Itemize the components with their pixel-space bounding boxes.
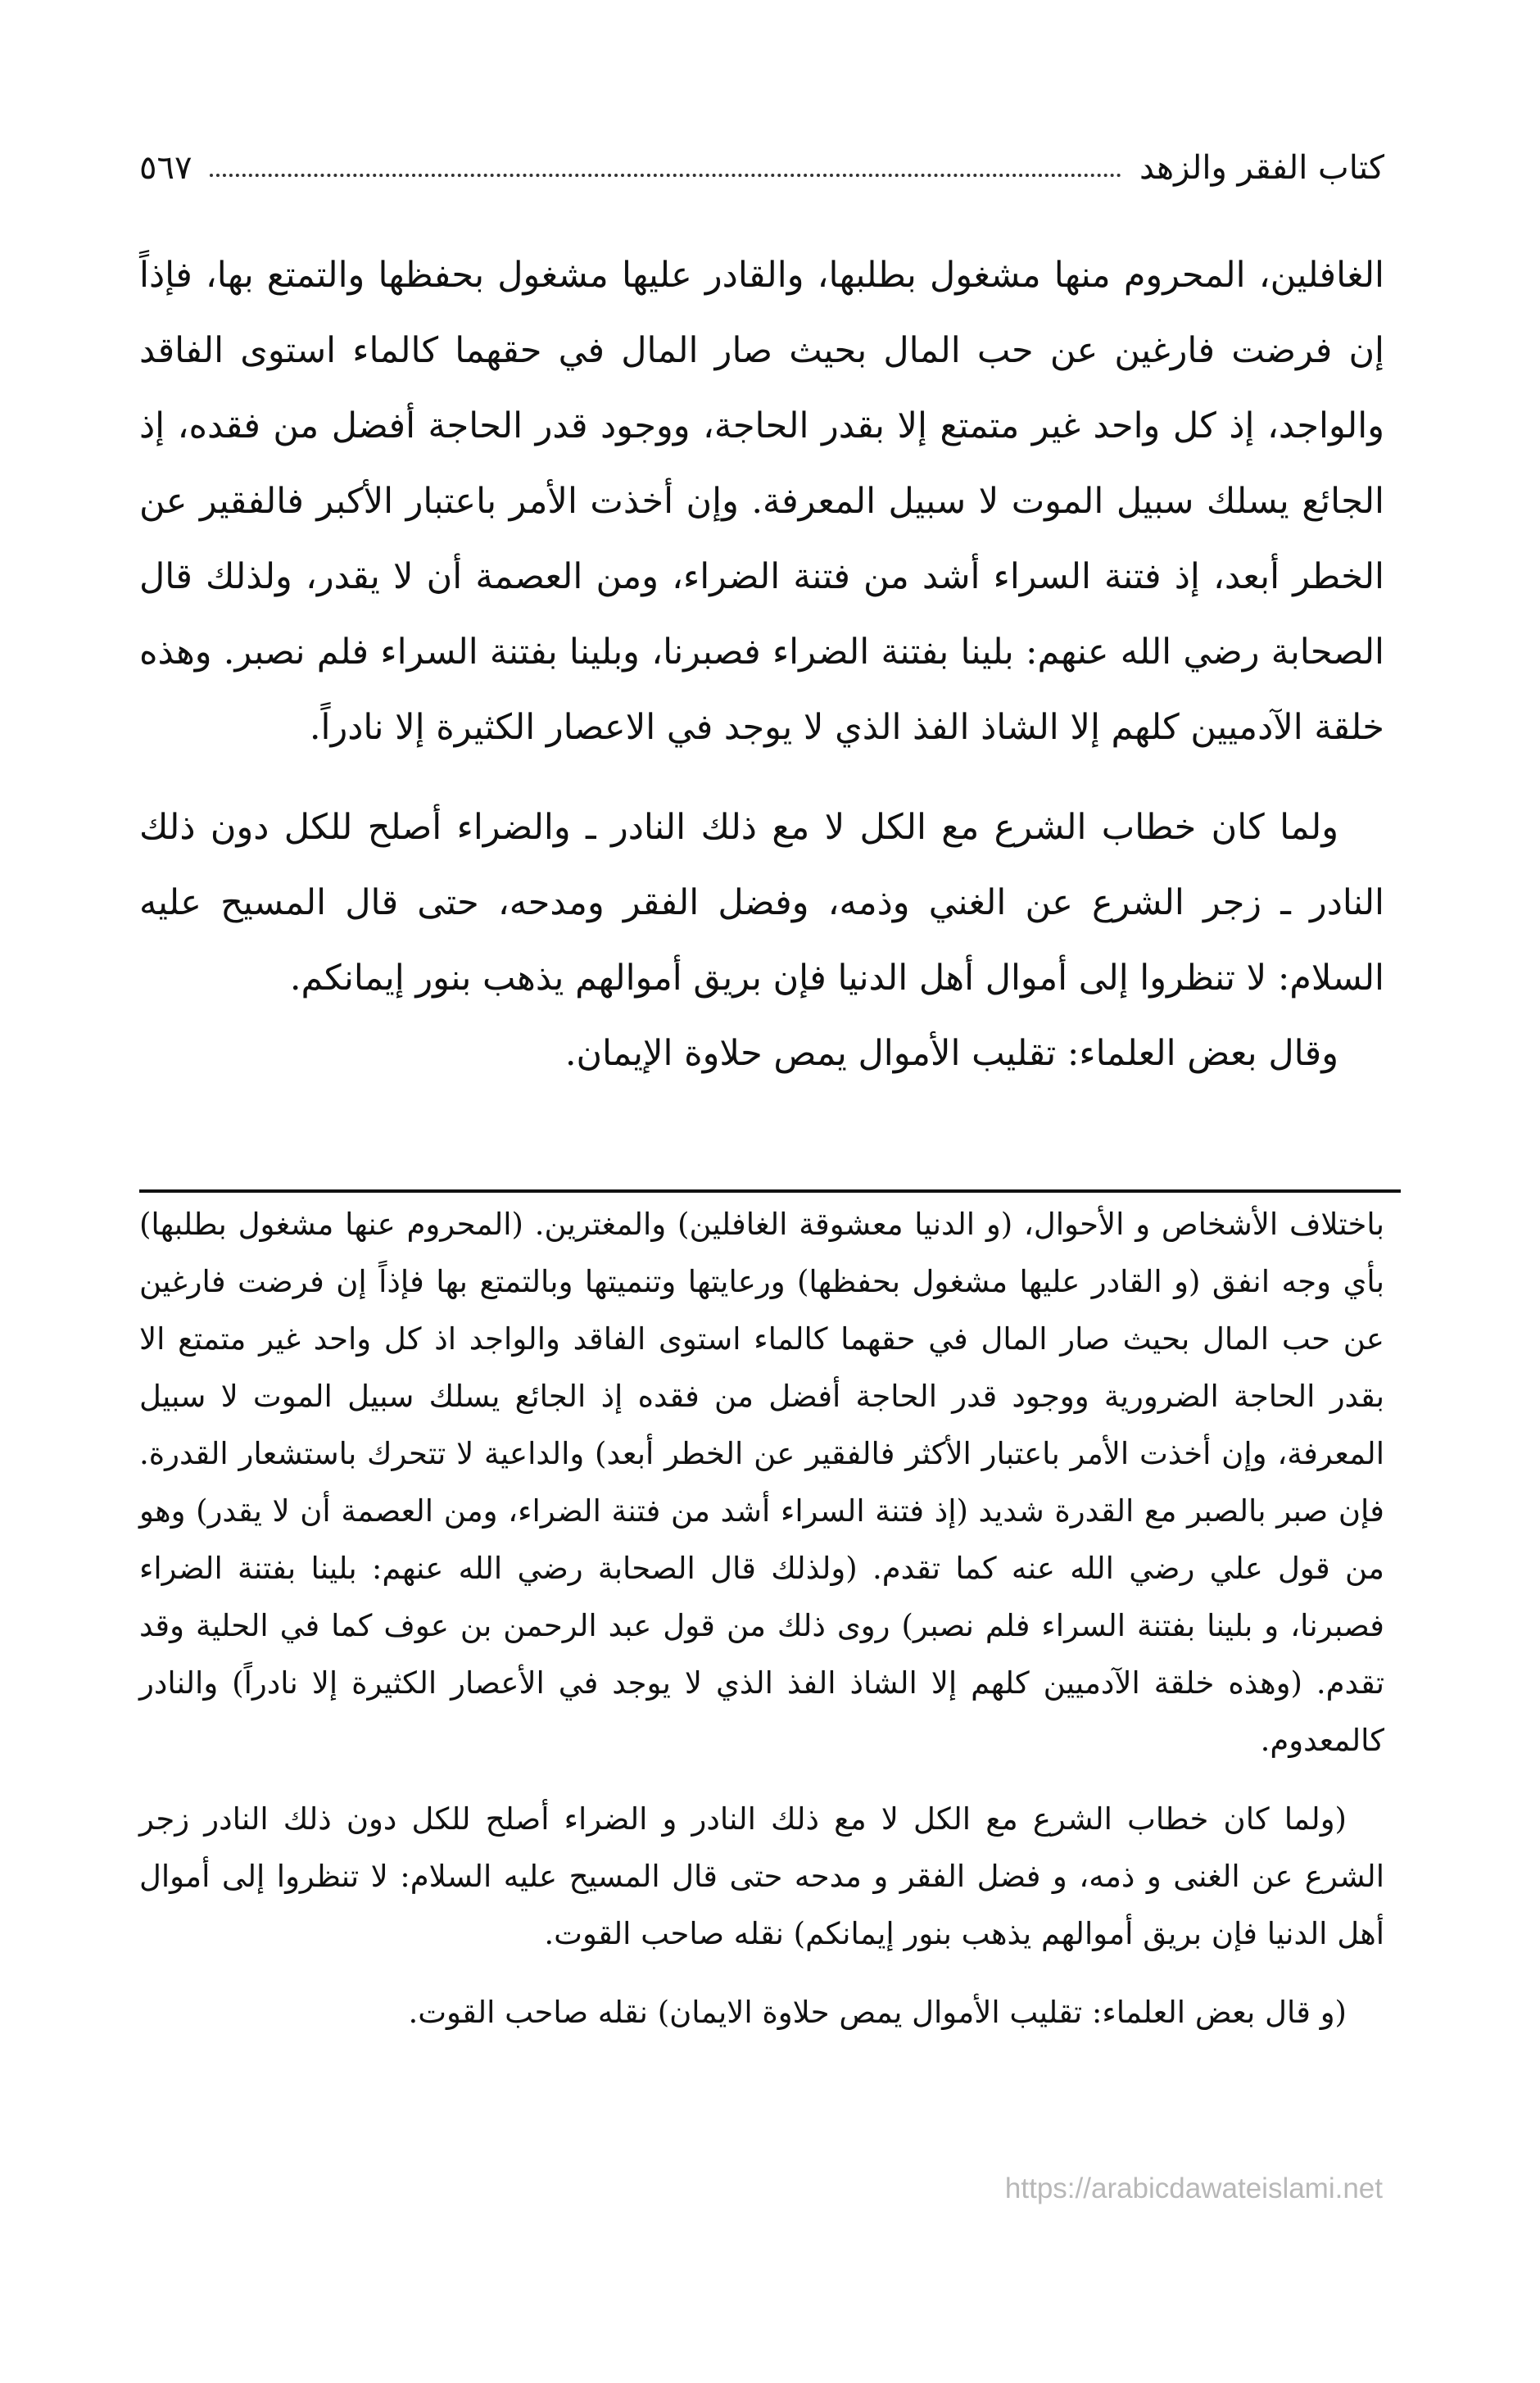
- commentary-text: [139, 1196, 1384, 2041]
- page-number: ٥٦٧: [139, 149, 192, 187]
- page-header: [139, 139, 1384, 197]
- main-paragraph: ولما كان خطاب الشرع مع الكل لا مع ذلك النادر ـ والضراء أصلح للكل دون ذلك النادر ـ زجر الشرع عن الغني وذمه، وفضل الفقر ومدحه، حتى قال المسيح عليه السلام: لا تنظروا إلى أموال أهل الدنيا فإن بريق أموالهم يذهب بنور إيمانكم.: [139, 807, 1384, 999]
- commentary-paragraph: باختلاف الأشخاص و الأحوال، (و الدنيا معشوقة الغافلين) والمغترين. (المحروم عنها مشغول بطلبها) بأي وجه انفق (و القادر عليها مشغول بحفظها) ورعايتها وتنميتها وبالتمتع بها فإذاً إن فرضت فارغين عن حب المال بحيث صار المال في حقهما كالماء استوى الفاقد والواجد اذ كل واحد غير متمتع الا بقدر الحاجة الضرورية ووجود قدر الحاجة أفضل من فقده إذ الجائع يسلك سبيل الموت لا سبيل المعرفة، وإن أخذت الأمر باعتبار الأكثر فالفقير عن الخطر أبعد) والداعية لا تتحرك باستشعار القدرة. فإن صبر بالصبر مع القدرة شديد (إذ فتنة السراء أشد من فتنة الضراء، ومن العصمة أن لا يقدر) وهو من قول علي رضي الله عنه كما تقدم. (ولذلك قال الصحابة رضي الله عنهم: بلينا بفتنة الضراء فصبرنا، و بلينا بفتنة السراء فلم نصبر) روى ذلك من قول عبد الرحمن بن عوف كما في الحلية وقد تقدم. (وهذه خلقة الآدميين كلهم إلا الشاذ الفذ الذي لا يوجد في الأعصار الكثيرة إلا نادراً) والنادر كالمعدوم.: [139, 1207, 1384, 1758]
- main-paragraph: وقال بعض العلماء: تقليب الأموال يمص حلاوة الإيمان.: [564, 1033, 1338, 1074]
- paragraph-spacer: [139, 1963, 1384, 1984]
- paragraph-spacer: [139, 1769, 1384, 1791]
- watermark-url: https://arabicdawateislami.net: [1004, 2172, 1383, 2204]
- commentary-paragraph: (و قال بعض العلماء: تقليب الأموال يمص حلاوة الايمان) نقله صاحب القوت.: [408, 1995, 1347, 2030]
- commentary-paragraph: (ولما كان خطاب الشرع مع الكل لا مع ذلك النادر و الضراء أصلح للكل دون ذلك النادر زجر الشرع عن الغنى و ذمه، و فضل الفقر و مدحه حتى قال المسيح عليه السلام: لا تنظروا إلى أموال أهل الدنيا فإن بريق أموالهم يذهب بنور إيمانكم) نقله صاحب القوت.: [139, 1801, 1384, 1951]
- main-paragraph: الغافلين، المحروم منها مشغول بطلبها، والقادر عليها مشغول بحفظها والتمتع بها، فإذاً إن فرضت فارغين عن حب المال بحيث صار المال في حقهما كالماء استوى الفاقد والواجد، إذ كل واحد غير متمتع إلا بقدر الحاجة، ووجود قدر الحاجة أفضل من فقده، إذ الجائع يسلك سبيل الموت لا سبيل المعرفة. وإن أخذت الأمر باعتبار الأكبر فالفقير عن الخطر أبعد، إذ فتنة السراء أشد من فتنة الضراء، ومن العصمة أن لا يقدر، ولذلك قال الصحابة رضي الله عنهم: بلينا بفتنة الضراء فصبرنا، وبلينا بفتنة السراء فلم نصبر. وهذه خلقة الآدميين كلهم إلا الشاذ الفذ الذي لا يوجد في الاعصار الكثيرة إلا نادراً.: [139, 255, 1384, 748]
- separator-rule: [139, 1189, 1401, 1193]
- main-text: [139, 238, 1384, 1091]
- running-title: كتاب الفقر والزهد: [1139, 149, 1384, 187]
- dotted-leader: [210, 174, 1121, 177]
- paragraph-spacer: [139, 765, 1384, 790]
